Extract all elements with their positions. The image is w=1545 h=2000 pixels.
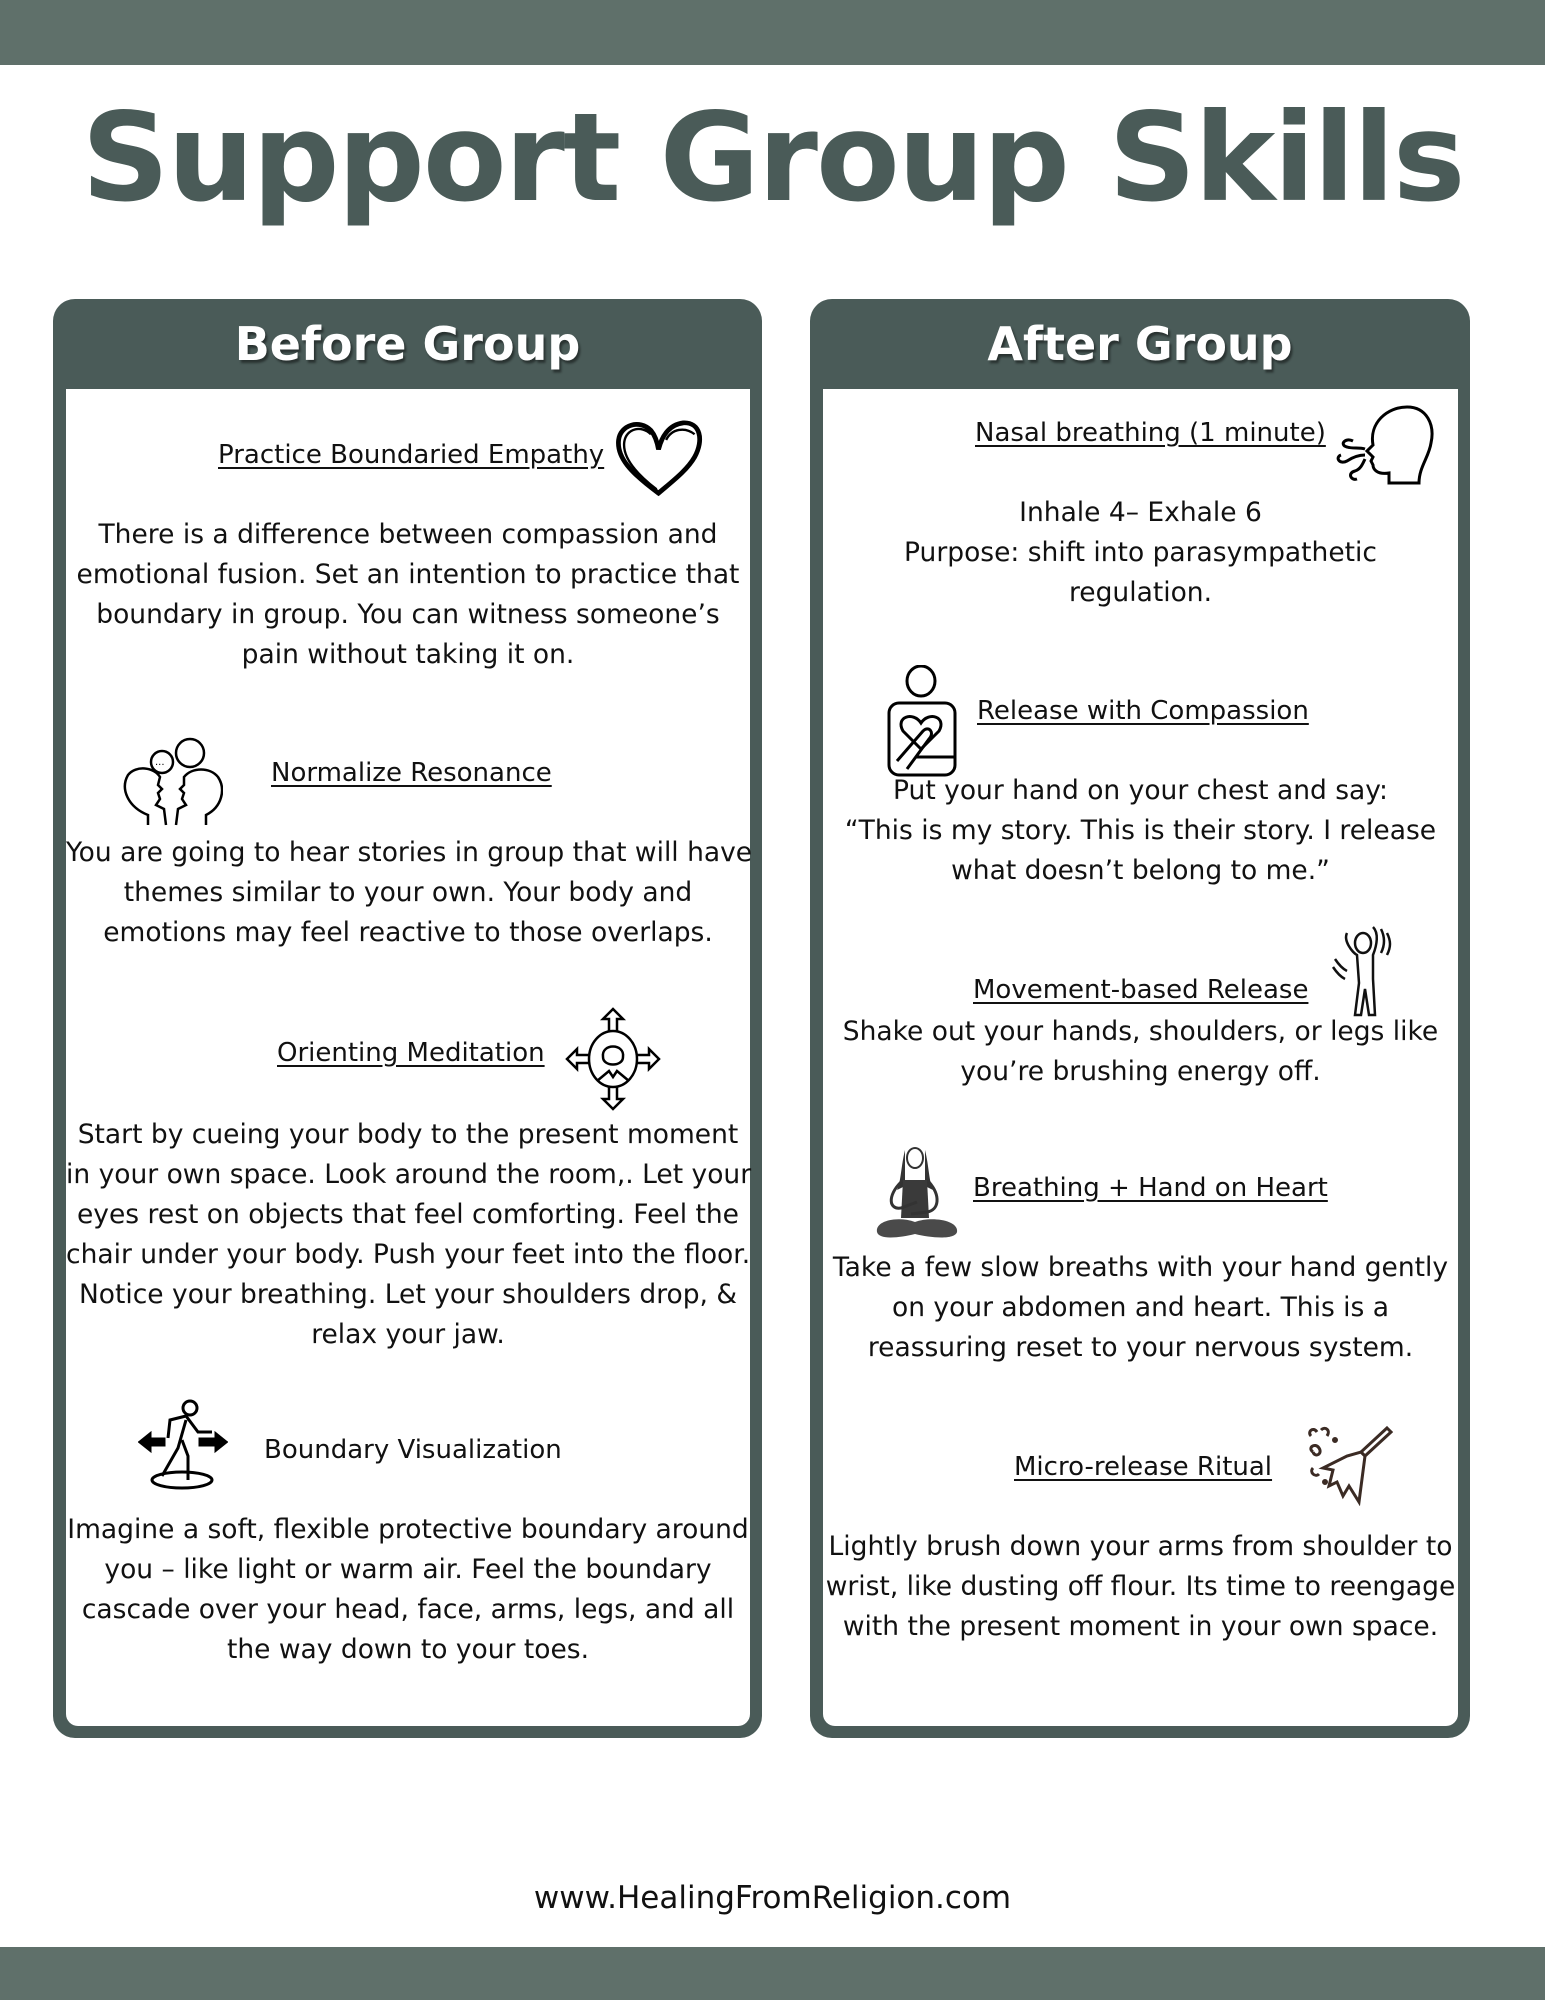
body-line: in your own space. Look around the room,. Let your	[66, 1159, 752, 1190]
section-title-breathing-hand-on-heart: Breathing + Hand on Heart	[973, 1173, 1328, 1203]
before-group-heading: Before Group	[234, 317, 581, 371]
meditating-woman-icon	[871, 1146, 963, 1244]
section-body-movement-based-release	[823, 1012, 1458, 1092]
section-title-micro-release-ritual: Micro-release Ritual	[1014, 1452, 1273, 1482]
section-title-boundaried-empathy: Practice Boundaried Empathy	[218, 440, 605, 470]
body-line: emotions may feel reactive to those overlaps.	[103, 917, 713, 948]
body-line: Inhale 4– Exhale 6	[1019, 497, 1262, 528]
person-arrows-orient-icon	[563, 1007, 663, 1111]
body-line: themes similar to your own. Your body and	[123, 877, 693, 908]
section-body-nasal-breathing	[823, 493, 1458, 613]
body-line: what doesn’t belong to me.”	[951, 855, 1330, 886]
heart-icon	[611, 417, 706, 499]
body-line: with the present moment in your own space.	[842, 1611, 1439, 1642]
body-line: chair under your body. Push your feet into the floor.	[66, 1239, 751, 1270]
body-line: boundary in group. You can witness someone’s	[96, 599, 720, 630]
body-line: Start by cueing your body to the present moment	[77, 1119, 739, 1150]
body-line: Lightly brush down your arms from shoulder to	[828, 1531, 1453, 1562]
section-title-normalize-resonance: Normalize Resonance	[271, 758, 552, 788]
body-line: wrist, like dusting off flour. Its time to reengage	[825, 1571, 1456, 1602]
after-group-body	[823, 389, 1458, 1726]
body-line: on your abdomen and heart. This is a	[891, 1292, 1390, 1323]
before-group-panel	[53, 299, 762, 1738]
body-line: Put your hand on your chest and say:	[893, 775, 1388, 806]
body-line: emotional fusion. Set an intention to practice that	[76, 559, 740, 590]
body-line: Purpose: shift into parasympathetic	[904, 537, 1377, 568]
bottom-decorative-bar	[0, 1947, 1545, 2000]
body-line: you’re brushing energy off.	[960, 1056, 1321, 1087]
section-title-release-with-compassion: Release with Compassion	[977, 696, 1309, 726]
after-group-panel	[810, 299, 1470, 1738]
after-group-heading: After Group	[987, 317, 1293, 371]
body-line: “This is my story. This is their story. I release	[844, 815, 1437, 846]
body-line: pain without taking it on.	[241, 639, 575, 670]
body-line: You are going to hear stories in group that will have	[66, 837, 753, 868]
head-exhale-icon	[1331, 403, 1435, 487]
body-line: Shake out your hands, shoulders, or legs like	[842, 1016, 1439, 1047]
section-body-release-with-compassion	[823, 771, 1458, 891]
section-body-breathing-hand-on-heart	[823, 1248, 1458, 1368]
body-line: regulation.	[1068, 577, 1213, 608]
section-body-normalize-resonance	[66, 833, 753, 953]
body-line: reassuring reset to your nervous system.	[867, 1332, 1414, 1363]
person-boundary-icon	[138, 1398, 228, 1490]
body-line: cascade over your head, face, arms, legs, and all	[81, 1594, 735, 1625]
body-line: the way down to your toes.	[226, 1634, 590, 1665]
section-title-orienting-meditation: Orienting Meditation	[277, 1038, 545, 1068]
body-line: eyes rest on objects that feel comforting. Feel the	[77, 1199, 739, 1230]
shaking-person-icon	[1329, 923, 1395, 1019]
body-line: There is a difference between compassion and	[98, 519, 718, 550]
top-decorative-bar	[0, 0, 1545, 65]
page-title: Support Group Skills	[81, 87, 1464, 229]
footer-website-link[interactable]: www.HealingFromReligion.com	[533, 1880, 1012, 1916]
body-line: you – like light or warm air. Feel the boundary	[104, 1554, 712, 1585]
section-title-movement-based-release: Movement-based Release	[973, 975, 1309, 1005]
body-line: Notice your breathing. Let your shoulders drop, &	[78, 1279, 738, 1310]
body-line: Take a few slow breaths with your hand gently	[832, 1252, 1449, 1283]
section-body-boundaried-empathy	[66, 515, 750, 675]
section-body-boundary-visualization	[66, 1510, 750, 1670]
two-heads-speech-icon	[118, 737, 223, 829]
section-body-micro-release-ritual	[823, 1527, 1458, 1647]
hand-on-heart-icon	[885, 665, 960, 777]
body-line: relax your jaw.	[311, 1319, 505, 1350]
before-group-body	[66, 389, 753, 1726]
duster-brush-icon	[1303, 1422, 1393, 1506]
svg-text:...: ...	[155, 757, 165, 768]
section-title-nasal-breathing: Nasal breathing (1 minute)	[975, 418, 1326, 448]
section-title-boundary-visualization: Boundary Visualization	[264, 1435, 562, 1465]
body-line: Imagine a soft, flexible protective boundary around	[67, 1514, 749, 1545]
section-body-orienting-meditation	[66, 1115, 750, 1355]
